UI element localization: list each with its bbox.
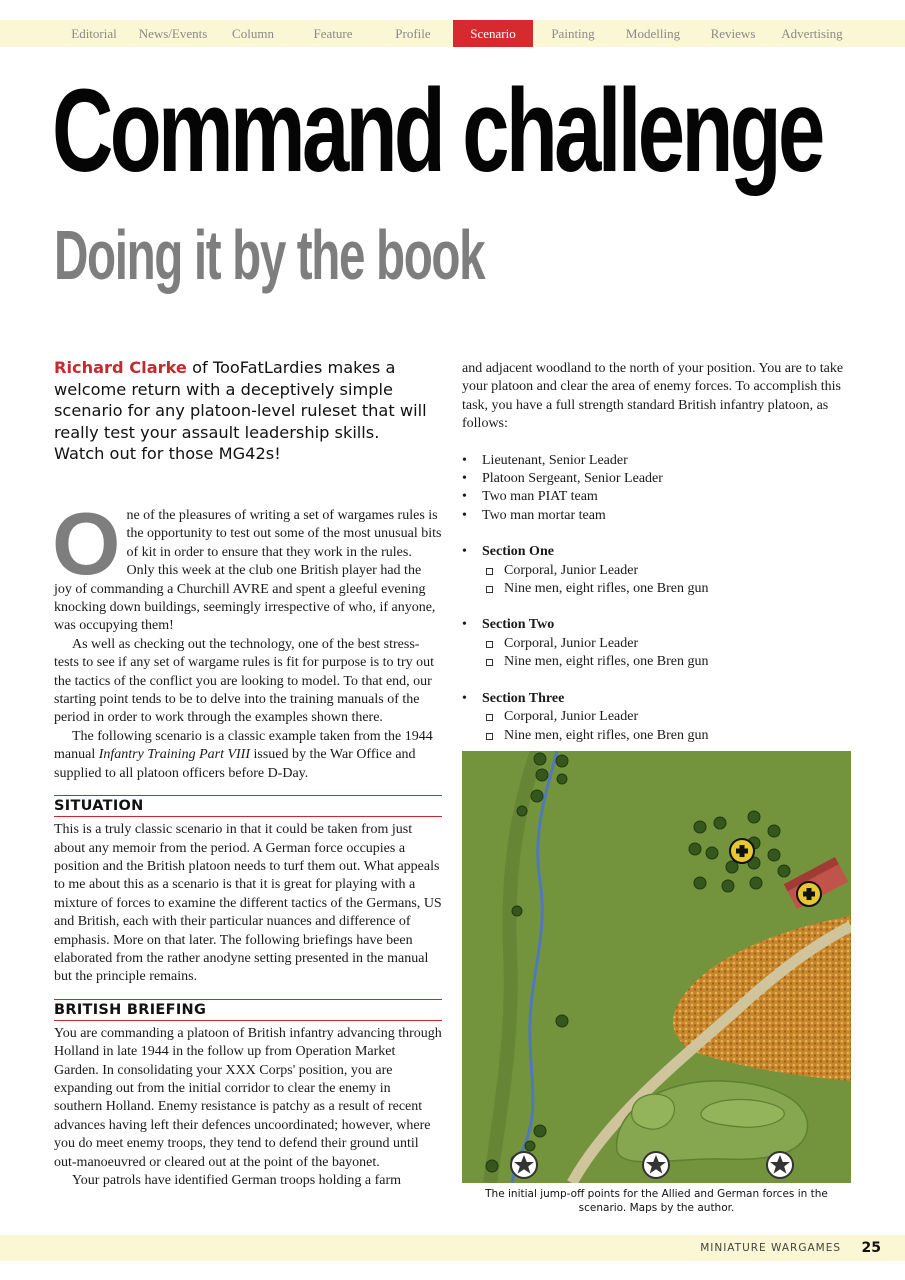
standfirst xyxy=(54,357,434,465)
briefing-paragraph-1: You are commanding a platoon of British infantry advancing through Holland in late 1944 in the follow up from Operation Market Garden. In consolidating your XXX Corps' position, you are expanding out from the initial corridor to clear the enemy in southern Holland. Enemy resistance is patchy as a result of recent advances having left their defences uncoordinated; however, where you do meet enemy troops, they tend to defend their ground until out-manoeuvred or cleared out at the point of the bayonet. xyxy=(54,1025,442,1170)
list-item: Nine men, eight rifles, one Bren gun xyxy=(482,580,852,598)
paragraph-3-start: The following scenario is a classic example taken from the 1944 manual xyxy=(54,728,433,763)
list-item: Nine men, eight rifles, one Bren gun xyxy=(482,653,852,671)
allied-marker-centre xyxy=(643,1152,669,1178)
map-caption: The initial jump-off points for the Allied and German forces in the scenario. Maps by the author. xyxy=(485,1188,828,1214)
list-item: • Two man PIAT team xyxy=(462,488,852,506)
allied-marker-right xyxy=(767,1152,793,1178)
intro-paragraph xyxy=(52,494,442,636)
tab-scenario[interactable]: Scenario xyxy=(453,20,533,47)
section-three xyxy=(462,690,852,745)
list-item: • Lieutenant, Senior Leader xyxy=(462,452,852,470)
tab-column[interactable]: Column xyxy=(232,26,274,41)
hill-top xyxy=(701,1099,784,1127)
list-item: • Platoon Sergeant, Senior Leader xyxy=(462,470,852,488)
tab-editorial[interactable]: Editorial xyxy=(71,26,117,41)
section-name: Section One xyxy=(482,544,554,560)
section-two xyxy=(462,616,852,671)
tab-profile[interactable]: Profile xyxy=(395,26,431,41)
page-footer xyxy=(0,1235,905,1261)
list-item: Corporal, Junior Leader xyxy=(482,562,852,580)
list-item: • Two man mortar team xyxy=(462,507,852,525)
paragraph-2: As well as checking out the technology, one of the best stress-tests to see if any set of wargame rules is fit for purpose is to try out the tactics of the conflict you are looking to model. To that end, our starting point tends to be to delve into the training manuals of the period in order to work through the examples shown there. xyxy=(54,636,434,726)
situation-heading: SITUATION xyxy=(54,795,442,817)
german-marker-wood xyxy=(730,839,754,863)
german-marker-farm xyxy=(797,882,821,906)
tab-advertising[interactable]: Advertising xyxy=(781,26,843,41)
tab-painting[interactable]: Painting xyxy=(551,26,595,41)
list-item: Corporal, Junior Leader xyxy=(482,708,852,726)
tab-reviews[interactable]: Reviews xyxy=(710,26,756,41)
tab-modelling[interactable]: Modelling xyxy=(625,26,681,41)
briefing-paragraph-3: and adjacent woodland to the north of your position. You are to take your platoon and clear the area of enemy forces. To accomplish this task, you have a full strength standard British infantry platoon, as follows: xyxy=(462,361,844,432)
drop-cap: O xyxy=(52,494,121,593)
left-column xyxy=(52,494,442,1190)
paragraph-3 xyxy=(54,728,442,783)
allied-marker-left xyxy=(511,1152,537,1178)
author-name: Richard Clarke xyxy=(54,358,187,377)
paragraph-3-end: issued by the War Office and supplied to all platoon officers before D-Day. xyxy=(54,747,416,781)
british-briefing-heading: BRITISH BRIEFING xyxy=(54,999,442,1021)
standfirst-text: of TooFatLardies makes a welcome return with a deceptively simple scenario for any platoon-level ruleset that will really test your assault leadership skills. Watch out for those MG42s! xyxy=(54,358,427,463)
list-item: Corporal, Junior Leader xyxy=(482,635,852,653)
briefing-paragraph-2: Your patrols have identified German troops holding a farm xyxy=(72,1173,402,1188)
list-item: Nine men, eight rifles, one Bren gun xyxy=(482,727,852,745)
right-column xyxy=(462,360,852,745)
magazine-name: MINIATURE WARGAMES xyxy=(700,1242,841,1254)
manual-title: Infantry Training Part VIII xyxy=(98,747,250,763)
section-nav xyxy=(0,20,905,47)
tab-feature[interactable]: Feature xyxy=(313,26,353,41)
section-name: Section Two xyxy=(482,617,555,633)
section-name: Section Three xyxy=(482,690,565,706)
article-title: Command challenge xyxy=(52,65,822,197)
situation-text: This is a truly classic scenario in that it could be taken from just about any memoir from the period. A German force occupies a position and the British platoon needs to turf them out. What appeals to me about this as a scenario is that it is great for playing with a mixture of forces to examine the different tactics of the Germans, US and British, each with their particular nuances and difference of emphasis. More on that later. The following briefings have been elaborated from the rather anodyne setting presented in the manual but the principle remains. xyxy=(54,822,442,985)
map-illustration xyxy=(462,751,851,1183)
tab-news-events[interactable]: News/Events xyxy=(138,26,208,41)
scenario-map xyxy=(462,751,851,1183)
section-one xyxy=(462,543,852,598)
platoon-list xyxy=(462,452,852,745)
article-subtitle: Doing it by the book xyxy=(54,216,485,294)
page-number: 25 xyxy=(861,1240,881,1256)
intro-text: ne of the pleasures of writing a set of wargames rules is the opportunity to test out some of the most unusual bits of kit in order to ensure that they work in the rules. Only this week at the club one British player had the joy of commanding a Churchill AVRE and spent a gleeful evening knocking down buildings, seemingly irrespective of who, if anyone, was occupying them! xyxy=(54,508,442,634)
